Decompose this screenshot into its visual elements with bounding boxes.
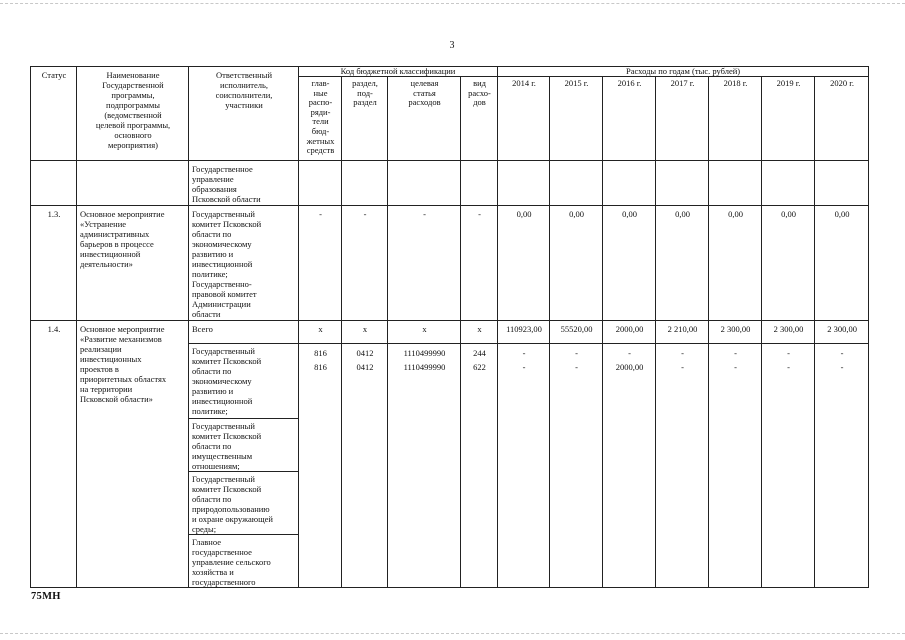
- empty-cell: [498, 161, 550, 206]
- line-622-year-2015: -: [575, 362, 578, 372]
- row-1-3-year-2018: 0,00: [709, 206, 762, 321]
- page-number: 3: [449, 40, 455, 51]
- header-budget-code-group: Код бюджетной классификации: [299, 67, 498, 77]
- row-1-4-total-target-item-code: х: [388, 321, 461, 344]
- row-1-3-year-2016: 0,00: [603, 206, 656, 321]
- row-1-4-total-label: Всего: [189, 321, 299, 344]
- row-1-4-total-year-2017: 2 210,00: [656, 321, 709, 344]
- budget-table: [30, 66, 869, 588]
- line-622-section-code: 0412: [356, 362, 374, 372]
- empty-cell: [762, 161, 815, 206]
- header-year-2016: 2016 г.: [603, 77, 656, 161]
- line-622-expense-type-code: 622: [473, 362, 486, 372]
- row-1-3-section-code: -: [342, 206, 388, 321]
- row-1-4-chief-manager-codes: [299, 344, 342, 588]
- empty-cell: [815, 161, 869, 206]
- header-chief-manager: глав- ные распо- ряди- тели бюд- жетных средств: [299, 77, 342, 161]
- line-244-chief-manager-code: 816: [314, 348, 327, 358]
- empty-cell: [31, 161, 77, 206]
- row-1-3-year-2014: 0,00: [498, 206, 550, 321]
- row-1-4-executor-nature-committee: Государственный комитет Псковской области по природопользованию и охране окружающей среды;: [189, 472, 299, 535]
- header-year-2020: 2020 г.: [815, 77, 869, 161]
- empty-cell: [603, 161, 656, 206]
- table-row-1-3: [31, 206, 869, 321]
- row-1-3-executor: Государственный комитет Псковской области по экономическому развитию и инвестиционной политике; Государственно- правовой комитет Администрации области: [189, 206, 299, 321]
- row-1-3-status: 1.3.: [31, 206, 77, 321]
- empty-cell: [342, 161, 388, 206]
- header-section: раздел, под- раздел: [342, 77, 388, 161]
- row-1-4-total-year-2018: 2 300,00: [709, 321, 762, 344]
- row-1-4-section-codes: [342, 344, 388, 588]
- row-1-4-year-2020-values: [815, 344, 869, 588]
- line-244-target-item-code: 1110499990: [403, 348, 446, 358]
- row-1-4-status: 1.4.: [31, 321, 77, 588]
- header-status: Статус: [31, 67, 77, 161]
- header-year-2018: 2018 г.: [709, 77, 762, 161]
- line-244-year-2014: -: [522, 348, 526, 358]
- row-1-4-year-2014-values: [498, 344, 550, 588]
- row-1-4-total-year-2016: 2000,00: [603, 321, 656, 344]
- row-1-4-executor-economic-committee: Государственный комитет Псковской области по экономическому развитию и инвестиционной политике;: [189, 344, 299, 419]
- header-expense-type: вид расхо- дов: [461, 77, 498, 161]
- empty-cell: [656, 161, 709, 206]
- line-244-section-code: 0412: [356, 348, 374, 358]
- line-622-year-2016: 2000,00: [615, 362, 644, 372]
- table-row-1-4-total: [31, 321, 869, 344]
- row-1-3-chief-manager-code: -: [299, 206, 342, 321]
- header-name: Наименование Государственной программы, подпрограммы (ведомственной целевой программы, основного мероприятия): [77, 67, 189, 161]
- line-244-year-2015: -: [575, 348, 578, 358]
- row-1-4-total-year-2015: 55520,00: [550, 321, 603, 344]
- continuation-executor: Государственное управление образования Псковской области: [189, 161, 299, 206]
- empty-cell: [299, 161, 342, 206]
- line-622-year-2020: -: [840, 362, 844, 372]
- row-1-3-target-item-code: -: [388, 206, 461, 321]
- empty-cell: [461, 161, 498, 206]
- row-1-4-name: Основное мероприятие «Развитие механизмов реализации инвестиционных проектов в приоритетных областях на территории Псковской области»: [77, 321, 189, 588]
- row-1-4-total-chief-manager-code: х: [299, 321, 342, 344]
- row-1-3-expense-type-code: -: [461, 206, 498, 321]
- row-1-4-total-year-2014: 110923,00: [498, 321, 550, 344]
- line-244-year-2019: -: [787, 348, 790, 358]
- line-622-year-2017: -: [681, 362, 684, 372]
- line-622-target-item-code: 1110499990: [403, 362, 446, 372]
- row-1-4-year-2016-values: [603, 344, 656, 588]
- row-1-3-year-2017: 0,00: [656, 206, 709, 321]
- footer-document-code: 75МН: [31, 591, 61, 602]
- line-622-year-2018: -: [734, 362, 737, 372]
- row-1-4-total-expense-type-code: х: [461, 321, 498, 344]
- line-622-chief-manager-code: 816: [314, 362, 327, 372]
- header-executor: Ответственный исполнитель, соисполнители, участники: [189, 67, 299, 161]
- scan-edge-top: [0, 3, 905, 4]
- row-1-4-total-year-2019: 2 300,00: [762, 321, 815, 344]
- line-244-expense-type-code: 244: [473, 348, 486, 358]
- row-1-4-year-2018-values: [709, 344, 762, 588]
- row-1-3-year-2020: 0,00: [815, 206, 869, 321]
- row-1-4-total-year-2020: 2 300,00: [815, 321, 869, 344]
- row-1-4-executor-property-committee: Государственный комитет Псковской области по имущественным отношениям;: [189, 419, 299, 472]
- row-1-4-year-2015-values: [550, 344, 603, 588]
- scan-edge-bottom: [0, 633, 905, 634]
- row-1-3-year-2019: 0,00: [762, 206, 815, 321]
- header-row-groups: [31, 67, 869, 77]
- empty-cell: [709, 161, 762, 206]
- row-1-4-target-item-codes: [388, 344, 461, 588]
- row-1-4-year-2019-values: [762, 344, 815, 588]
- row-1-4-total-section-code: х: [342, 321, 388, 344]
- header-year-2015: 2015 г.: [550, 77, 603, 161]
- line-244-year-2020: -: [840, 348, 844, 358]
- header-year-2019: 2019 г.: [762, 77, 815, 161]
- line-244-year-2017: -: [681, 348, 684, 358]
- line-622-year-2019: -: [787, 362, 790, 372]
- header-target-item: целевая статья расходов: [388, 77, 461, 161]
- table-row-continuation: [31, 161, 869, 206]
- row-1-4-year-2017-values: [656, 344, 709, 588]
- line-244-year-2016: -: [628, 348, 631, 358]
- empty-cell: [550, 161, 603, 206]
- line-244-year-2018: -: [734, 348, 737, 358]
- row-1-4-executor-agriculture-administration: Главное государственное управление сельского хозяйства и государственного: [189, 535, 299, 588]
- line-622-year-2014: -: [522, 362, 526, 372]
- empty-cell: [77, 161, 189, 206]
- empty-cell: [388, 161, 461, 206]
- row-1-3-year-2015: 0,00: [550, 206, 603, 321]
- header-year-2014: 2014 г.: [498, 77, 550, 161]
- row-1-4-expense-type-codes: [461, 344, 498, 588]
- row-1-3-name: Основное мероприятие «Устранение административных барьеров в процессе инвестиционной деятельности»: [77, 206, 189, 321]
- header-expenses-group: Расходы по годам (тыс. рублей): [498, 67, 869, 77]
- header-year-2017: 2017 г.: [656, 77, 709, 161]
